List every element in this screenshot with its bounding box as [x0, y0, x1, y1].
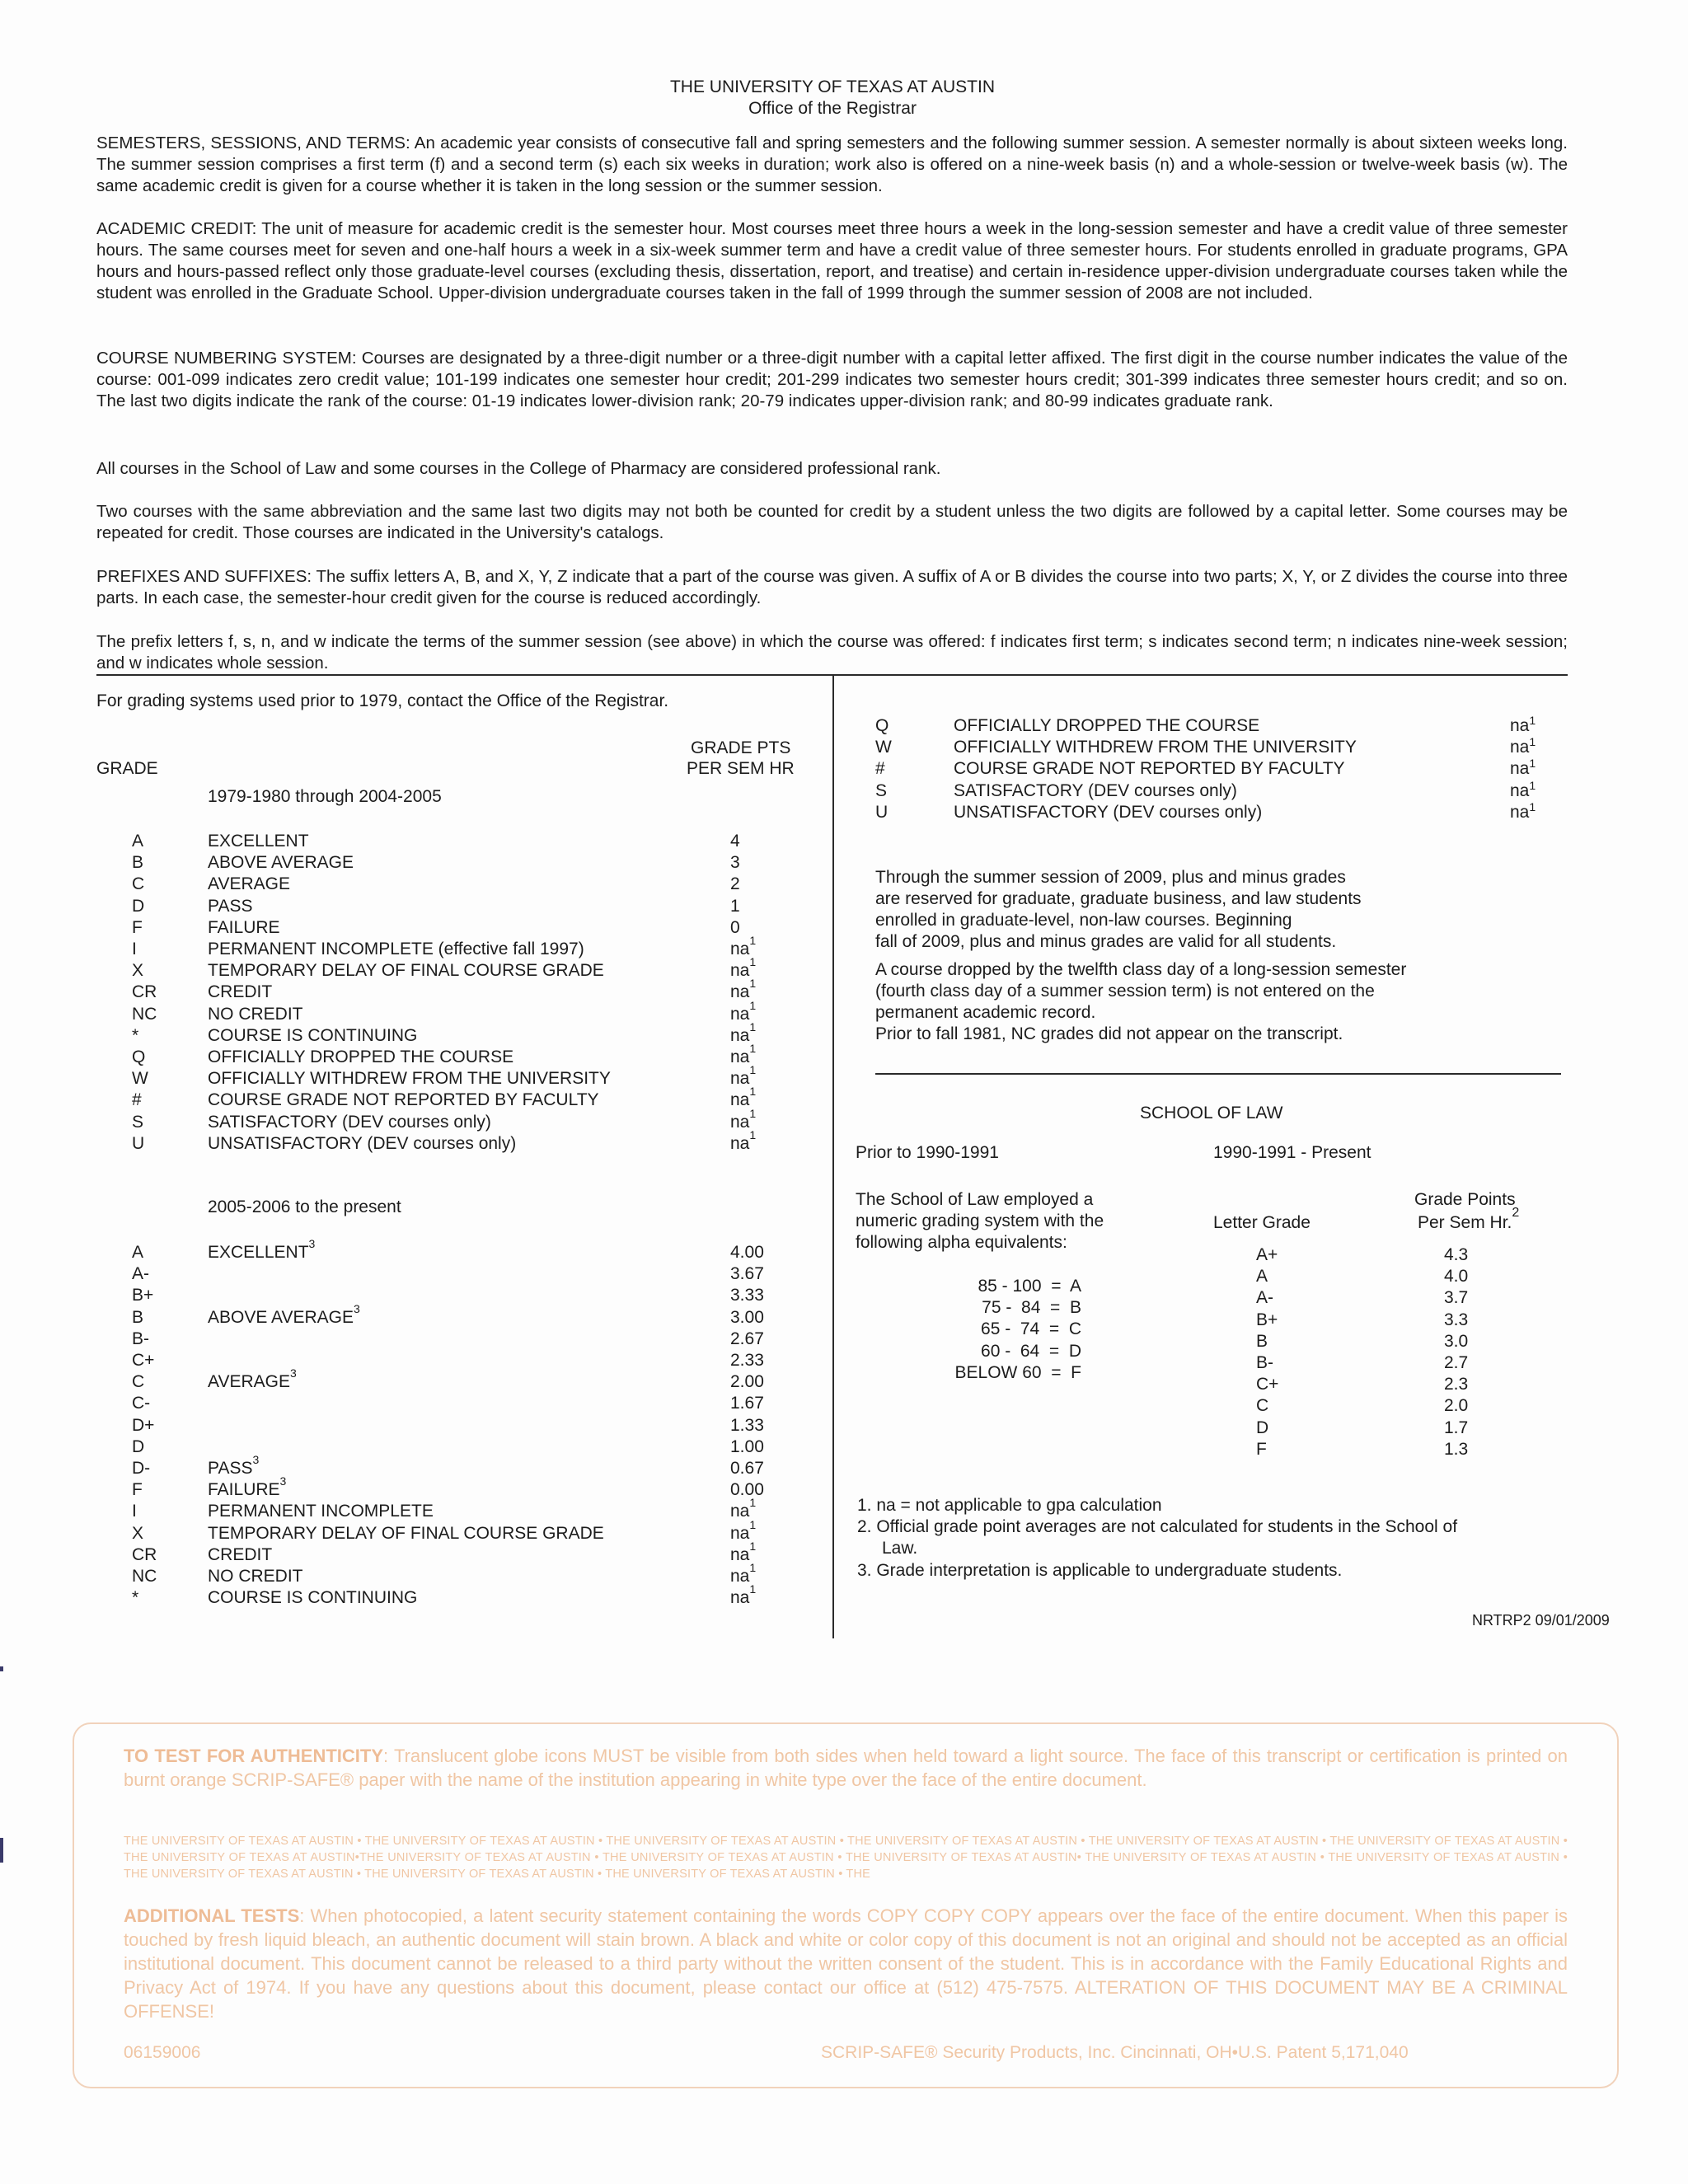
grade-letter: B+ [132, 1286, 154, 1305]
grade-letter: B- [132, 1329, 149, 1348]
law-grade-points: 1.3 [1444, 1439, 1469, 1459]
footnote-line: Law. [882, 1539, 918, 1558]
numeric-equivalent: BELOW 60 = F [954, 1362, 1081, 1382]
intro-line: numeric grading system with the [856, 1212, 1104, 1230]
law-grade-points: 3.0 [1444, 1331, 1469, 1351]
law-letter-grade: A+ [1256, 1245, 1278, 1264]
grade-points-value: 2.33 [730, 1351, 764, 1370]
grade-description-text: NO CREDIT [208, 1567, 303, 1586]
footnote-marker: 1 [749, 1517, 757, 1531]
law-grade-points: 1.7 [1444, 1418, 1469, 1437]
footnote-marker: 1 [749, 1561, 757, 1574]
grade-points-value: na [730, 961, 750, 981]
footnote-marker: 3 [308, 1237, 316, 1250]
footnote-marker: 3 [289, 1366, 297, 1380]
grade-letter: B [132, 1307, 144, 1327]
grade-letter: C+ [132, 1351, 155, 1370]
note-line: permanent academic record. [875, 1003, 1096, 1022]
grade-row [0, 1474, 808, 1502]
law-letter-grade: A [1256, 1267, 1268, 1286]
note-line: fall of 2009, plus and minus grades are valid for all students. [875, 932, 1337, 951]
grade-row [0, 1264, 808, 1286]
grade-letter: # [132, 1090, 142, 1110]
letter-grade-header: Letter Grade [1213, 1213, 1311, 1232]
grade-points-value: 4 [730, 832, 740, 851]
footnote-marker: 1 [749, 934, 757, 947]
grade-description [208, 918, 280, 938]
grade-points [730, 1459, 764, 1479]
grade-description-text: AVERAGE [208, 1372, 290, 1392]
grade-points [730, 1243, 764, 1263]
grade-description-text: PERMANENT INCOMPLETE [208, 1502, 434, 1521]
grade-letter: * [132, 1025, 139, 1045]
grade-letter: C [132, 874, 145, 894]
school-of-law-title: SCHOOL OF LAW [1140, 1104, 1283, 1122]
law-letter-grade: D [1256, 1418, 1269, 1437]
grade-points [730, 1582, 757, 1608]
grade-points [1510, 780, 1536, 802]
grade-description [208, 1524, 604, 1544]
grade-points-header: Grade Points [1414, 1190, 1516, 1209]
numeric-equivalent: 75 - 84 = B [982, 1298, 1081, 1318]
footnote-marker: 3 [279, 1474, 287, 1488]
grade-description: UNSATISFACTORY (DEV courses only) [954, 802, 1263, 822]
footnote-marker: 1 [749, 1085, 757, 1099]
grade-description [208, 1366, 297, 1392]
grade-letter: W [132, 1069, 148, 1089]
grade-points [730, 1416, 764, 1436]
grade-description-text: PERMANENT INCOMPLETE (effective fall 1997) [208, 940, 584, 958]
grade-row [0, 1286, 808, 1307]
grade-letter: U [875, 802, 889, 822]
grade-points [730, 1264, 764, 1284]
grade-description-text: FAILURE [208, 917, 280, 937]
academic-credit-paragraph: ACADEMIC CREDIT: The unit of measure for academic credit is the semester hour. Most courses meet three hours a week in the long-session semester and have a credit value of three semester hours. The same courses meet for seven and one-half hours a week in a six-week summer term and have a credit value of three semester hours. For students enrolled in graduate programs, GPA hours and hours-passed reflect only those graduate-level courses (excluding thesis, dissertation, report, and treatise) and certain in-residence upper-division undergraduate courses taken while the student was enrolled in the Graduate School. Upper-division undergraduate courses taken in the fall of 1999 through the summer session of 2008 are not included. [96, 219, 1568, 302]
law-letter-grade: F [1256, 1439, 1267, 1459]
security-name-strip: THE UNIVERSITY OF TEXAS AT AUSTIN • THE UNIVERSITY OF TEXAS AT AUSTIN • THE UNIVERSITY OF TEXAS AT AUSTIN • THE UNIVERSITY OF TEXAS AT AUSTIN • THE UNIVERSITY OF TEXAS AT AUSTIN • THE UNIVERSITY OF TEXAS AT AUSTIN • THE UNIVERSITY OF TEXAS AT AUSTIN•THE UNIVERSITY OF TEXAS AT AUSTIN • THE UNIVERSITY OF TEXAS AT AUSTIN • THE UNIVERSITY OF TEXAS AT AUSTIN• THE UNIVERSITY OF TEXAS AT AUSTIN • THE UNIVERSITY OF TEXAS AT AUSTIN • THE UNIVERSITY OF TEXAS AT AUSTIN • THE UNIVERSITY OF TEXAS AT AUSTIN • THE UNIVERSITY OF TEXAS AT AUSTIN • THE [124, 1835, 1568, 1881]
law-letter-grade: A- [1256, 1288, 1273, 1308]
footnote-marker: 1 [749, 1496, 757, 1510]
grade-points [730, 1308, 764, 1328]
grade-row [0, 1539, 808, 1567]
grade-row [0, 918, 808, 940]
law-letter-grade: B- [1256, 1353, 1273, 1372]
grade-row [0, 1019, 808, 1047]
grade-description [208, 897, 252, 916]
grade-letter: * [132, 1588, 139, 1608]
footnote-line: 1. na = not applicable to gpa calculation [857, 1496, 1162, 1515]
grade-letter: # [875, 759, 885, 779]
grade-points [1510, 715, 1536, 737]
grade-pts-header: GRADE PTS [691, 738, 791, 757]
grade-description-text: TEMPORARY DELAY OF FINAL COURSE GRADE [208, 1523, 604, 1543]
vendor-line: SCRIP-SAFE® Security Products, Inc. Cincinnati, OH•U.S. Patent 5,171,040 [821, 2043, 1409, 2062]
footnote-marker: 1 [749, 998, 757, 1012]
grade-description [208, 1134, 516, 1154]
grade-description-text: NO CREDIT [208, 1004, 303, 1024]
grade-description [208, 1453, 260, 1479]
grade-points [730, 1480, 764, 1500]
grade-points-value: 0.00 [730, 1480, 764, 1500]
law-grade-points: 3.7 [1444, 1288, 1469, 1308]
grade-description [208, 1502, 434, 1521]
footnote-marker: 1 [749, 1106, 757, 1120]
prefixes-suffixes-paragraph: PREFIXES AND SUFFIXES: The suffix letters A, B, and X, Y, Z indicate that a part of the course was given. A suffix of A or B divides the course into two parts; X, Y, or Z divides the course into three parts. In each case, the semester-hour credit given for the course is reduced accordingly. [96, 567, 1568, 607]
grade-description-text: COURSE GRADE NOT REPORTED BY FACULTY [208, 1090, 599, 1110]
grade-points-value: 0.67 [730, 1459, 764, 1478]
grade-letter: B [132, 853, 144, 873]
grade-description-text: OFFICIALLY DROPPED THE COURSE [208, 1047, 514, 1066]
grade-points [730, 1329, 764, 1349]
grade-points-value: 1.67 [730, 1394, 764, 1413]
grade-description: OFFICIALLY DROPPED THE COURSE [954, 716, 1260, 735]
grade-row [0, 955, 808, 982]
grade-description [208, 1545, 272, 1565]
grade-points [730, 918, 740, 938]
grade-points [1510, 758, 1536, 780]
grade-points-value: na [1510, 780, 1530, 800]
grade-description-text: EXCELLENT [208, 1243, 309, 1262]
grade-description-text: COURSE IS CONTINUING [208, 1588, 418, 1608]
per-sem-hr-law-header: Per Sem Hr.$^2$ [1418, 1206, 1520, 1232]
grade-letter: I [132, 1502, 137, 1521]
grade-points [730, 1437, 764, 1457]
law-letter-grade: C+ [1256, 1375, 1279, 1394]
grade-row [0, 1127, 808, 1155]
law-grade-points: 2.0 [1444, 1396, 1469, 1416]
semesters-paragraph: SEMESTERS, SESSIONS, AND TERMS: An academic year consists of consecutive fall and spring semesters and the following summer session. A semester normally is about sixteen weeks long. The summer session comprises a first term (f) and a second term (s) each six weeks in duration; work also is offered on a nine-week basis (n) and a whole-session or twelve-week basis (w). The same academic credit is given for a course whether it is taken in the long session or the summer session. [96, 134, 1568, 195]
grade-letter: Q [132, 1047, 146, 1066]
footnote-marker: 1 [749, 1127, 757, 1141]
grade-points-value: na [730, 1523, 750, 1543]
grade-row [0, 1301, 808, 1329]
grade-points-value: 1.33 [730, 1415, 764, 1435]
grade-points-value: 1 [730, 896, 740, 916]
grade-letter: I [132, 940, 137, 958]
grade-description [208, 1026, 417, 1046]
footnote-line: 2. Official grade point averages are not calculated for students in the School of [857, 1517, 1458, 1536]
grade-points-value: na [1510, 759, 1530, 779]
grade-description: OFFICIALLY WITHDREW FROM THE UNIVERSITY [954, 738, 1357, 757]
law-grade-points: 2.3 [1444, 1375, 1469, 1394]
grade-points [730, 897, 740, 916]
grade-description-text: PASS [208, 896, 253, 916]
footnote-marker: 1 [749, 1582, 757, 1596]
grade-points [730, 1127, 757, 1154]
grade-description [208, 1474, 287, 1500]
grade-row [0, 1366, 808, 1394]
grade-row [0, 1437, 808, 1459]
grade-points-value: na [730, 1004, 750, 1024]
grade-description: COURSE GRADE NOT REPORTED BY FACULTY [954, 759, 1345, 779]
grade-description-text: UNSATISFACTORY (DEV courses only) [208, 1133, 517, 1153]
grade-description [208, 982, 272, 1002]
law-letter-grade: B [1256, 1331, 1268, 1351]
footnote-marker: 1 [749, 977, 757, 991]
grade-points-value: na [730, 1090, 750, 1110]
grade-points [1510, 737, 1536, 758]
grade-description [208, 1301, 360, 1328]
grade-description [208, 1237, 316, 1263]
footnote-marker: 1 [749, 1042, 757, 1055]
grade-letter: A [132, 832, 144, 851]
grade-letter: U [132, 1133, 145, 1153]
law-grade-points: 4.3 [1444, 1245, 1469, 1264]
period-1979-heading: 1979-1980 through 2004-2005 [208, 787, 442, 806]
grade-description [208, 940, 584, 959]
note-line: Through the summer session of 2009, plus and minus grades [875, 868, 1346, 887]
scan-edge-mark [0, 1666, 3, 1671]
footnote-marker: 3 [354, 1301, 360, 1315]
column-divider [832, 674, 834, 1638]
grade-description [208, 853, 354, 873]
grade-description [208, 874, 290, 894]
grade-row [0, 1329, 808, 1351]
law-grade-points: 4.0 [1444, 1267, 1469, 1286]
grade-row [0, 853, 808, 874]
grade-row [0, 1063, 808, 1090]
grade-row [0, 897, 808, 918]
grade-description-text: PASS [208, 1459, 253, 1478]
footnote-marker: 1 [749, 1539, 757, 1553]
grade-points-value: 3 [730, 853, 740, 873]
grade-points-value: 3.00 [730, 1307, 764, 1327]
grade-description: SATISFACTORY (DEV courses only) [954, 780, 1237, 800]
per-sem-hr-header: PER SEM HR [687, 759, 795, 778]
grade-description [208, 1047, 513, 1067]
prefix-letters-paragraph: The prefix letters f, s, n, and w indicate the terms of the summer session (see above) in which the course was offered: f indicates first term; s indicates second term; n indicates nine-week session; and w indicates whole session. [96, 632, 1568, 673]
grade-description-text: CREDIT [208, 982, 273, 1002]
footnote-line: 3. Grade interpretation is applicable to undergraduate students. [857, 1561, 1343, 1580]
grade-letter: D- [132, 1459, 151, 1478]
footnote-marker: 3 [252, 1453, 260, 1466]
grade-letter: X [132, 1523, 144, 1543]
grade-points-value: 2.00 [730, 1372, 764, 1392]
grade-points-value: na [730, 1544, 750, 1564]
grade-letter: F [132, 1480, 143, 1500]
footnote-marker: 1 [749, 955, 757, 969]
grade-letter: NC [132, 1004, 157, 1024]
grade-points [1510, 799, 1536, 823]
grade-description-text: SATISFACTORY (DEV courses only) [208, 1112, 491, 1132]
grade-row [0, 934, 808, 961]
grade-points [730, 1351, 764, 1371]
grade-points-value: na [730, 1588, 750, 1608]
grade-points-value: 0 [730, 917, 740, 937]
grade-letter: D+ [132, 1415, 155, 1435]
law-grade-points: 2.7 [1444, 1353, 1469, 1372]
grade-row [0, 1106, 808, 1134]
law-section-divider [875, 1073, 1561, 1075]
prior-grading-note: For grading systems used prior to 1979, contact the Office of the Registrar. [96, 691, 669, 710]
footnote-marker: 1 [749, 1019, 757, 1033]
footnote-marker: 1 [749, 1063, 757, 1077]
authenticity-test: TO TEST FOR AUTHENTICITY: Translucent globe icons MUST be visible from both sides when held toward a light source. The face of this transcript or certification is printed on burnt orange SCRIP-SAFE® paper with the name of the institution appearing in white type over the face of the entire document. [124, 1746, 1568, 1790]
prior-1990-label: Prior to 1990-1991 [856, 1143, 999, 1162]
grade-description [208, 1069, 611, 1089]
grade-row [0, 1042, 808, 1069]
grade-points-value: 3.33 [730, 1286, 764, 1305]
law-grade-points: 3.3 [1444, 1310, 1469, 1329]
note-line: are reserved for graduate, graduate business, and law students [875, 889, 1362, 908]
grade-points-value: na [730, 1047, 750, 1066]
grade-letter: CR [132, 1544, 157, 1564]
security-notice-panel [73, 1722, 1619, 2088]
law-letter-grade: C [1256, 1396, 1269, 1416]
grade-letter: C [132, 1372, 145, 1392]
grade-points-value: 3.67 [730, 1264, 764, 1284]
grade-points-value: na [730, 1025, 750, 1045]
footnote-marker: 1 [1529, 735, 1536, 749]
footnote-marker: 1 [1529, 757, 1536, 771]
grade-letter: S [875, 780, 888, 800]
note-line: enrolled in graduate-level, non-law courses. Beginning [875, 911, 1292, 930]
present-label: 1990-1991 - Present [1213, 1143, 1372, 1162]
numeric-equivalent: 85 - 100 = A [978, 1277, 1081, 1296]
grade-letter: CR [132, 982, 157, 1002]
grade-column-header: GRADE [96, 759, 158, 778]
grade-row [0, 1394, 808, 1415]
grade-letter: D [132, 1436, 145, 1456]
grade-row [0, 1582, 808, 1610]
form-code: NRTRP2 09/01/2009 [1472, 1612, 1610, 1629]
grade-points [730, 853, 740, 873]
grade-letter: S [132, 1112, 144, 1132]
grade-description-text: COURSE IS CONTINUING [208, 1025, 418, 1045]
grade-description [208, 1113, 491, 1132]
grade-description [208, 1090, 599, 1110]
grade-points-value: 1.00 [730, 1436, 764, 1456]
grade-row [0, 977, 808, 1004]
grade-letter: F [132, 917, 143, 937]
grade-points-value: na [1510, 738, 1530, 757]
grade-row [0, 874, 808, 896]
grade-row [0, 1496, 808, 1523]
grade-points-value: na [730, 1502, 750, 1521]
intro-line: The School of Law employed a [856, 1190, 1094, 1209]
grade-points [730, 832, 740, 851]
grade-description-text: CREDIT [208, 1544, 273, 1564]
grade-points-value: na [730, 1133, 750, 1153]
grade-points-value: na [730, 982, 750, 1002]
grade-points-value: na [730, 1567, 750, 1586]
grade-row [0, 1453, 808, 1480]
grade-points-value: 2.67 [730, 1329, 764, 1348]
grade-row [0, 832, 808, 853]
footnote-marker: 1 [1529, 714, 1536, 727]
grade-points-value: na [730, 1112, 750, 1132]
course-numbering-paragraph: COURSE NUMBERING SYSTEM: Courses are designated by a three-digit number or a three-digit number with a capital letter affixed. The first digit in the course number indicates the value of the course: 001-099 indicates zero credit value; 101-199 indicates one semester hour credit; 201-299 indicates two semester hours credit; 301-399 indicates three semester hours credit; and so on. The last two digits indicate the rank of the course: 01-19 indicates lower-division rank; 20-79 indicates upper-division rank; and 80-99 indicates graduate rank. [96, 349, 1568, 410]
professional-rank-paragraph: All courses in the School of Law and some courses in the College of Pharmacy are considered professional rank. [96, 459, 941, 478]
grade-row [0, 1237, 808, 1264]
numeric-equivalent: 65 - 74 = C [981, 1319, 1081, 1339]
law-letter-grade: B+ [1256, 1310, 1278, 1329]
university-name: THE UNIVERSITY OF TEXAS AT AUSTIN [669, 77, 996, 96]
two-courses-paragraph: Two courses with the same abbreviation and the same last two digits may not both be counted for credit by a student unless the two digits are followed by a capital letter. Some courses may be repeated for credit. Those courses are indicated in the University's catalogs. [96, 502, 1568, 542]
grade-description-text: FAILURE [208, 1480, 280, 1500]
grade-letter: NC [132, 1567, 157, 1586]
intro-line: following alpha equivalents: [856, 1233, 1067, 1252]
grade-letter: C- [132, 1394, 151, 1413]
grade-row [0, 1351, 808, 1372]
grade-description [208, 832, 309, 851]
grade-description [208, 1567, 303, 1586]
grade-points-value: 4.00 [730, 1243, 764, 1262]
grade-row [0, 998, 808, 1026]
grade-points [730, 1286, 764, 1305]
grade-row [0, 1561, 808, 1588]
grade-description [208, 961, 604, 981]
period-2005-heading: 2005-2006 to the present [208, 1197, 401, 1216]
scan-edge-mark [0, 1838, 3, 1863]
grade-letter: A- [132, 1264, 149, 1284]
grade-letter: W [875, 738, 892, 757]
grade-letter: Q [875, 716, 889, 735]
grade-points [730, 874, 740, 894]
grade-row [0, 1416, 808, 1437]
note-line: A course dropped by the twelfth class day of a long-session semester [875, 960, 1407, 979]
footnote-marker: 1 [1529, 799, 1536, 813]
grade-description-text: EXCELLENT [208, 832, 309, 851]
grade-description-text: TEMPORARY DELAY OF FINAL COURSE GRADE [208, 961, 604, 981]
note-line: Prior to fall 1981, NC grades did not appear on the transcript. [875, 1024, 1343, 1043]
grade-points [730, 1372, 764, 1392]
grade-points-value: na [730, 1069, 750, 1089]
additional-tests: ADDITIONAL TESTS: When photocopied, a latent security statement containing the words COPY COPY COPY appears over the face of the entire document. When this paper is touched by fresh liquid bleach, an authentic document will stain brown. A black and white or color copy of this document is not an original and should not be accepted as an official institutional document. This document cannot be released to a third party without the written consent of the student. This is in accordance with the Family Educational Rights and Privacy Act of 1974. If you have any questions about this document, please contact our office at (512) 475-7575. ALTERATION OF THIS DOCUMENT MAY BE A CRIMINAL OFFENSE! [124, 1905, 1568, 2022]
grade-row [0, 1085, 808, 1112]
grade-description [208, 1588, 417, 1608]
numeric-equivalent: 60 - 64 = D [981, 1341, 1081, 1361]
grade-points [730, 1394, 764, 1413]
grade-description-text: ABOVE AVERAGE [208, 1307, 354, 1327]
office-name: Office of the Registrar [748, 99, 917, 118]
grade-points-value: na [1510, 802, 1530, 822]
grade-points-value: na [1510, 716, 1530, 735]
grade-description-text: ABOVE AVERAGE [208, 853, 354, 873]
grade-letter: A [132, 1243, 144, 1262]
grade-description-text: AVERAGE [208, 874, 290, 894]
grade-letter: D [132, 896, 145, 916]
footnote-marker: 1 [1529, 778, 1536, 792]
grade-row [0, 1517, 808, 1545]
grade-points-value: 2 [730, 874, 740, 894]
grade-letter: X [132, 961, 144, 981]
grade-description [208, 1005, 303, 1024]
serial-number: 06159006 [124, 2043, 201, 2062]
grade-points-value: na [730, 940, 750, 958]
note-line: (fourth class day of a summer session term) is not entered on the [875, 982, 1375, 1001]
grade-description-text: OFFICIALLY WITHDREW FROM THE UNIVERSITY [208, 1069, 611, 1089]
